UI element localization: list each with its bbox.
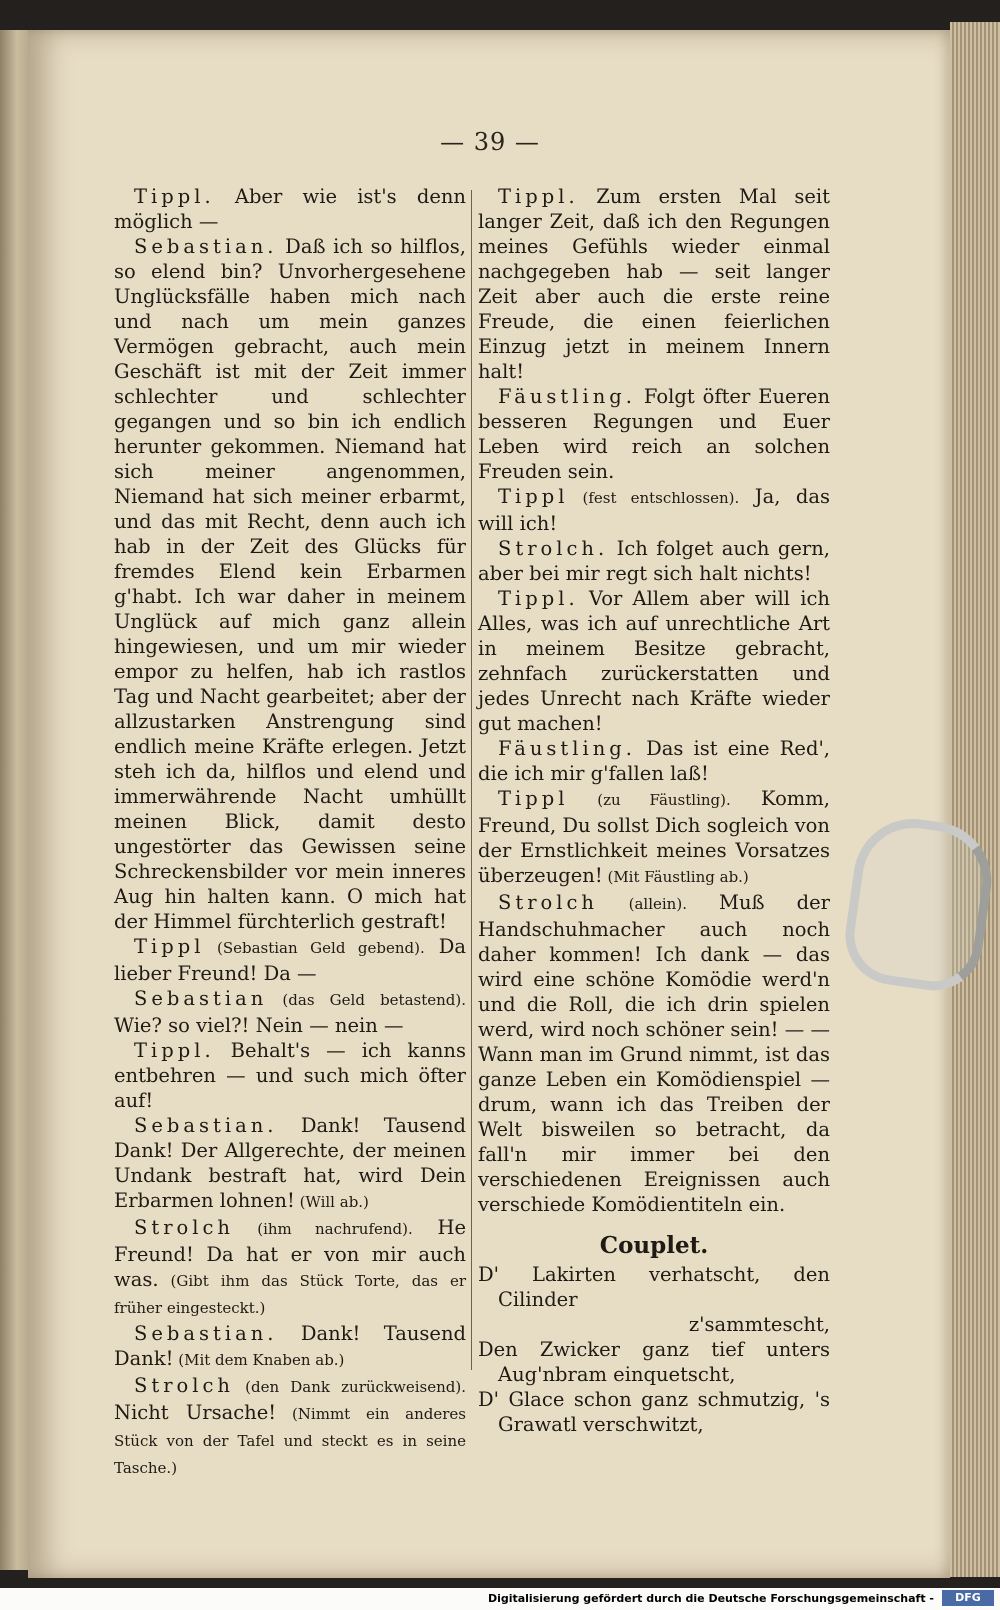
dfg-logo: DFG (942, 1590, 994, 1606)
speaker-name: Strolch (134, 1216, 234, 1239)
right-column (478, 184, 830, 1437)
speaker-name: Tippl (498, 787, 569, 810)
couplet-line: Den Zwicker ganz tief unters Aug'nbram einquetscht, (478, 1338, 830, 1386)
stage-direction: (allein). (597, 895, 687, 913)
stage-direction: (zu Fäustling). (568, 791, 731, 809)
dialogue-text: Ja, das will ich! (478, 485, 831, 535)
dialogue-text: Muß der Handschuhmacher auch noch daher kommen! Ich dank — das wird eine schöne Komödie werd'n und die Roll, die ich drin spielen werd, wird noch schöner sein! — — Wann man im Grund nimmt, ist das ganze Leben ein Komödienspiel — drum, wann ich das Treiben der Welt bisweilen so betracht, da fall'n mir immer bei den verschiedenen Ereignissen auch verschiede Komödientiteln ein. (478, 891, 830, 1216)
dialogue-text: Wie? so viel?! Nein — nein — (114, 1014, 404, 1037)
dialogue-text: Komm, Freund, Du sollst Dich sogleich von der Ernstlichkeit meines Vorsatzes überzeugen! (478, 787, 830, 887)
dialogue-entry (478, 536, 830, 586)
dialogue-entry (114, 184, 466, 234)
dialogue-text: He Freund! Da hat er von mir auch was. (114, 1216, 466, 1291)
dialogue-text: Ich folget auch gern, aber bei mir regt sich halt nichts! (478, 537, 830, 585)
stage-direction: (ihm nachrufend). (233, 1220, 413, 1238)
speaker-name: Tippl. (498, 185, 579, 208)
couplet-line: z'sammtescht, (688, 1313, 830, 1336)
footer-bar (0, 1588, 1000, 1610)
speaker-name: Strolch. (498, 537, 609, 560)
page-number: — 39 — (440, 128, 540, 156)
stage-direction: (Will ab.) (294, 1193, 369, 1211)
left-column (114, 184, 466, 1481)
dialogue-text: Zum ersten Mal seit langer Zeit, daß ich den Regungen meines Gefühls wieder einmal nachgegeben hab — seit langer Zeit aber auch die erste reine Freude, die einen feierlichen Einzug jetzt in meinem Innern halt! (478, 185, 830, 383)
stage-direction: (fest entschlossen). (568, 489, 740, 507)
dialogue-entry (114, 1373, 466, 1481)
couplet-line: D' Lakirten verhatscht, den Cilinder (478, 1263, 830, 1311)
dialogue-text: Nicht Ursache! (114, 1401, 277, 1424)
stage-direction: (Sebastian Geld gebend). (204, 939, 425, 957)
stage-direction: (den Dank zurückweisend). (233, 1378, 466, 1396)
dialogue-entry (478, 184, 830, 384)
speaker-name: Sebastian. (134, 1322, 278, 1345)
dialogue-entry (478, 384, 830, 484)
couplet-line: D' Glace schon ganz schmutzig, 's Grawatl verschwitzt, (478, 1388, 830, 1436)
dialogue-entry (114, 1038, 466, 1113)
dialogue-entry (114, 234, 466, 934)
speaker-name: Tippl (498, 485, 569, 508)
facing-page-edge (0, 30, 28, 1570)
dialogue-entry (114, 1321, 466, 1373)
dialogue-text: Behalt's — ich kanns entbehren — und such mich öfter auf! (114, 1039, 466, 1112)
dialogue-entry (114, 934, 466, 986)
speaker-name: Sebastian (134, 987, 268, 1010)
dialogue-entry (114, 1215, 466, 1321)
speaker-name: Tippl. (498, 587, 579, 610)
speaker-name: Fäustling. (498, 737, 636, 760)
speaker-name: Tippl. (134, 1039, 215, 1062)
couplet-title: Couplet. (599, 1232, 709, 1259)
dialogue-text: Da lieber Freund! Da — (114, 935, 466, 985)
speaker-name: Strolch (134, 1374, 234, 1397)
dialogue-text: Aber wie ist's denn möglich — (114, 185, 466, 233)
speaker-name: Strolch (498, 891, 598, 914)
funding-credit: Digitalisierung gefördert durch die Deutsche Forschungsgemeinschaft - (487, 1592, 934, 1605)
dialogue-entry (114, 986, 466, 1038)
speaker-name: Sebastian. (134, 235, 278, 258)
dialogue-text: Dank! Tausend Dank! (114, 1322, 466, 1370)
dialogue-entry (478, 786, 830, 890)
dialogue-entry (478, 484, 830, 536)
speaker-name: Sebastian. (134, 1114, 278, 1137)
dialogue-text: Vor Allem aber will ich Alles, was ich auf unrechtliche Art in meinem Besitze gebracht, zehnfach zurückerstatten und jedes Unrecht nach Kräfte wieder gut machen! (478, 587, 830, 735)
stage-direction: (das Geld betastend). (267, 991, 466, 1009)
dialogue-text: Daß ich so hilflos, so elend bin? Unvorhergesehene Unglücksfälle haben mich nach und nach um mein ganzes Vermögen gebracht, auch mein Geschäft ist mit der Zeit immer schlechter und schlechter gegangen und so bin ich endlich herunter gekommen. Niemand hat sich meiner angenommen, Niemand hat sich meiner erbarmt, und das mit Recht, denn auch ich hab in der Zeit des Glücks für fremdes Elend kein Erbarmen g'habt. Ich war daher in meinem Unglück auf mich ganz allein hingewiesen, und um mir wieder empor zu helfen, hab ich rastlos Tag und Nacht gearbeitet; aber der allzustarken Anstrengung sind endlich meine Kräfte erlegen. Jetzt steh ich da, hilflos und elend und immerwährende Nacht umhüllt meinen Blick, damit desto ungestörter das Gewissen seine Schreckensbilder vor mein inneres Aug hin halten kann. O mich hat der Himmel fürchterlich gestraft! (114, 235, 466, 933)
right-dialogue (478, 184, 830, 1217)
stage-direction: (Mit Fäustling ab.) (602, 868, 749, 886)
dialogue-entry (114, 1113, 466, 1215)
dialogue-entry (478, 586, 830, 736)
dialogue-text: Folgt öfter Eueren besseren Regungen und Euer Leben wird reich an solchen Freuden sein. (478, 385, 830, 483)
stage-direction: (Mit dem Knaben ab.) (173, 1351, 345, 1369)
speaker-name: Tippl. (134, 185, 215, 208)
page-edges (950, 22, 1000, 1577)
stage-direction: (Nimmt ein anderes Stück von der Tafel und steckt es in seine Tasche.) (114, 1405, 467, 1477)
speaker-name: Tippl (134, 935, 205, 958)
dialogue-entry (478, 736, 830, 786)
dialogue-entry (478, 890, 830, 1217)
dialogue-text: Dank! Tausend Dank! Der Allgerechte, der meinen Undank bestraft hat, wird Dein Erbarmen lohnen! (114, 1114, 466, 1212)
dialogue-text: Das ist eine Red', die ich mir g'fallen laß! (478, 737, 830, 785)
column-divider (471, 190, 472, 1370)
speaker-name: Fäustling. (498, 385, 636, 408)
stage-direction: (Gibt ihm das Stück Torte, das er früher eingesteckt.) (114, 1272, 466, 1317)
